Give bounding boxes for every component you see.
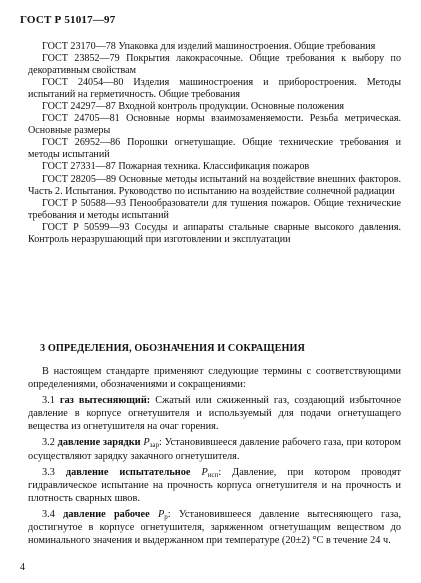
- definition-text: : Установившееся давление рабочего газа, при котором осуществляют зарядку закачного огнетушителя.: [28, 437, 401, 462]
- definition-item: [28, 508, 401, 547]
- definitions-block: [28, 365, 401, 547]
- reference-item: ГОСТ 24705—81 Основные нормы взаимозаменяемости. Резьба метрическая. Основные размеры: [28, 113, 401, 137]
- definition-symbol: P: [201, 466, 208, 478]
- definition-term: давление рабочее: [63, 508, 150, 520]
- reference-item: ГОСТ 23170—78 Упаковка для изделий машиностроения. Общие требования: [42, 41, 376, 52]
- definition-term: давление зарядки: [57, 437, 141, 449]
- definition-number: 3.2: [42, 437, 55, 449]
- definition-item: [28, 394, 401, 433]
- definition-subscript: исп: [207, 470, 219, 479]
- reference-item: ГОСТ 27331—87 Пожарная техника. Классификация пожаров: [42, 161, 310, 173]
- reference-item: ГОСТ Р 50588—93 Пенообразователи для тушения пожаров. Общие технические требования и методы испытаний: [28, 197, 401, 221]
- definition-text: Сжатый или сжиженный газ, создающий избыточное давление в корпусе огнетушителя и используемый для подачи огнетушащего вещества из огнетушителя на очаг горения.: [28, 395, 402, 433]
- definition-symbol: P: [157, 508, 165, 520]
- definition-text: : Установившееся давление вытесняющего газа, достигнутое в корпусе огнетушителя, заряженном огнетушащим веществом до номинального значения и выдержанном при температуре (20±2) °С в течение 24 ч.: [28, 508, 402, 547]
- reference-item: ГОСТ 24297—87 Входной контроль продукции. Основные положения: [42, 101, 345, 113]
- definition-item: [28, 466, 401, 505]
- reference-item: ГОСТ Р 50599—93 Сосуды и аппараты стальные сварные высокого давления. Контроль неразрушающий при изготовлении и эксплуатации: [28, 221, 401, 245]
- normative-references: [28, 41, 401, 246]
- definition-symbol: P: [143, 437, 150, 449]
- section-title: 3 ОПРЕДЕЛЕНИЯ, ОБОЗНАЧЕНИЯ И СОКРАЩЕНИЯ: [40, 343, 306, 354]
- intro-paragraph: В настоящем стандарте применяют следующие термины с соответствующими определениями, обозначениями и сокращениями:: [28, 366, 401, 391]
- reference-item: ГОСТ 28205—89 Основные методы испытаний на воздействие внешних факторов. Часть 2. Испытания. Руководство по испытанию на воздействие солнечной радиации: [28, 173, 401, 197]
- page-number: 4: [20, 562, 25, 573]
- definition-subscript: р: [164, 512, 168, 521]
- page-header: ГОСТ Р 51017—97: [20, 14, 116, 26]
- definition-term: давление испытательное: [65, 466, 191, 478]
- definition-item: [28, 436, 401, 462]
- definition-subscript: зар: [149, 441, 160, 450]
- definition-term: газ вытесняющий:: [59, 395, 151, 407]
- reference-item: ГОСТ 24054—80 Изделия машиностроения и приборостроения. Методы испытаний на герметичность. Общие требования: [28, 77, 401, 101]
- definition-number: 3.4: [42, 508, 55, 520]
- definition-number: 3.1: [42, 395, 55, 407]
- reference-item: ГОСТ 23852—79 Покрытия лакокрасочные. Общие требования к выбору по декоративным свойствам: [28, 53, 401, 77]
- definition-number: 3.3: [42, 466, 55, 478]
- definition-text: : Давление, при котором проводят гидравлическое испытание на прочность корпуса огнетушителя и на прочность и плотность сварных швов.: [28, 466, 402, 504]
- reference-item: ГОСТ 26952—86 Порошки огнетушащие. Общие технические требования и методы испытаний: [28, 137, 401, 161]
